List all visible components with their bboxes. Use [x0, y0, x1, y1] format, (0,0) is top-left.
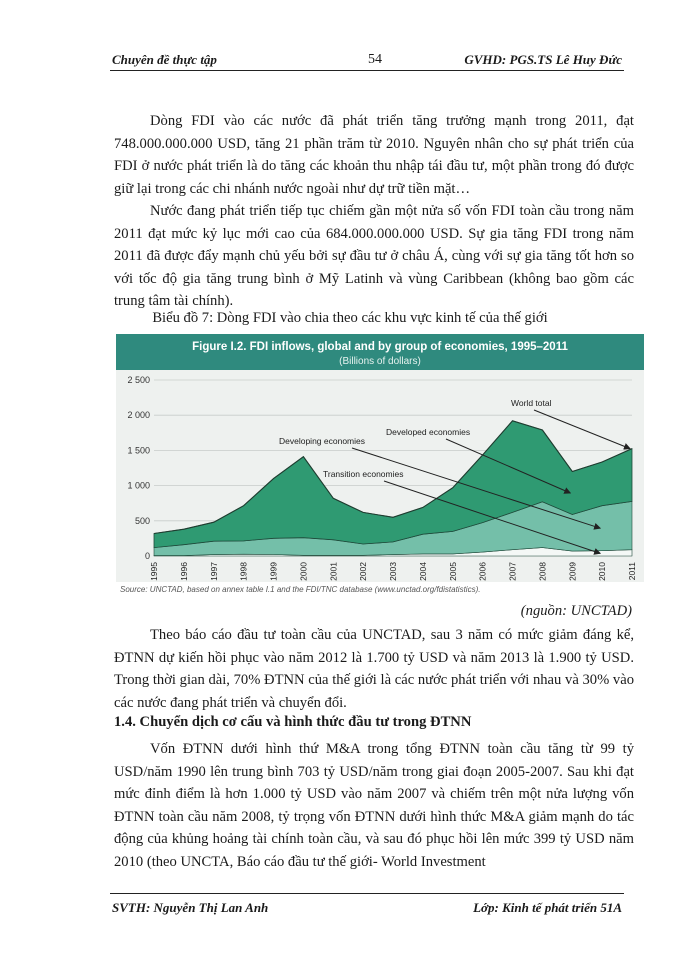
- header-page-number: 54: [368, 52, 382, 67]
- x-tick-label: 2003: [388, 562, 398, 581]
- header-doc-title: Chuyên đề thực tập: [112, 52, 217, 67]
- page-footer: [110, 893, 624, 916]
- x-tick-label: 1999: [268, 562, 279, 581]
- annotation-world-total: World total: [511, 398, 552, 408]
- y-tick-label: 2 500: [127, 375, 150, 385]
- y-tick-label: 0: [144, 551, 150, 561]
- footer-student: SVTH: Nguyễn Thị Lan Anh: [112, 900, 269, 915]
- x-tick-label: 2005: [447, 562, 458, 581]
- x-tick-label: 2004: [417, 562, 428, 581]
- paragraph-unctad-outlook: Theo báo cáo đầu tư toàn cầu của UNCTAD, sau 3 năm có mức giảm đáng kể, ĐTNN dự kiến hồi phục vào năm 2012 là 1.700 tỷ USD và năm 2013 là 1.900 tỷ USD. Trong thời gian dài, 70% ĐTNN của thế giới là các nước phát triển với nhau và 30% vào các nước đang phát triển và chuyển đổi.: [114, 627, 634, 711]
- annotation-developing-economies: Developing economies: [279, 436, 365, 446]
- page-header: [110, 50, 624, 71]
- paragraph-m-and-a: Vốn ĐTNN dưới hình thứ M&A trong tổng ĐTNN toàn cầu tăng từ 99 tỷ USD/năm 1990 lên trung bình 703 tỷ USD/năm trong giai đoạn 2005-2007. Sau khi đạt mức đỉnh điểm là hơn 1.000 tỷ USD vào năm 2007 và chiếm trên một nửa lượng vốn ĐTNN toàn cầu năm 2008, tỷ trọng vốn ĐTNN dưới hình thức M&A giảm mạnh do tác động của khủng hoảng tài chính toàn cầu, và sau đó phục hồi lên mức 399 tỷ USD năm 2010 (theo UNCTA, Báo cáo đầu tư thế giới- World Investment: [114, 741, 634, 870]
- y-tick-label: 500: [134, 515, 150, 526]
- x-tick-label: 1995: [149, 562, 159, 581]
- x-tick-label: 2011: [627, 562, 637, 581]
- x-tick-label: 2001: [328, 562, 339, 581]
- chart-title: Figure I.2. FDI inflows, global and by group of economies, 1995–2011: [192, 341, 568, 353]
- x-tick-label: 1996: [178, 562, 189, 581]
- x-tick-label: 2009: [567, 562, 578, 581]
- section-heading: 1.4. Chuyển dịch cơ cấu và hình thức đầu tư trong ĐTNN: [114, 714, 472, 730]
- annotation-transition-economies: Transition economies: [323, 469, 404, 479]
- paragraph-fdi-developing: Nước đang phát triển tiếp tục chiếm gần một nửa số vốn FDI toàn cầu trong năm 2011 đạt mức kỷ lục mới cao của 684.000.000.000 USD. Sự gia tăng FDI trong năm 2011 đã được đẩy mạnh chủ yếu bởi sự đầu tư ở châu Á, cùng với sự gia tăng tốt hơn so với tốc độ gia tăng trung bình ở Mỹ Latinh và vùng Caribbean (không bao gồm các trung tâm tài chính).: [114, 203, 634, 309]
- y-tick-label: 1 000: [127, 480, 150, 491]
- fdi-chart: [116, 334, 644, 596]
- x-tick-label: 2000: [298, 562, 309, 581]
- fdi-chart-svg: [116, 334, 644, 596]
- chart-caption: Biểu đồ 7: Dòng FDI vào chia theo các khu vực kinh tế của thế giới: [152, 310, 548, 326]
- x-tick-label: 2007: [507, 562, 518, 581]
- footer-class: Lớp: Kinh tế phát triển 51A: [473, 900, 622, 915]
- x-tick-label: 2002: [358, 562, 369, 581]
- x-tick-label: 2006: [477, 562, 488, 581]
- source-note: (nguồn: UNCTAD): [520, 603, 632, 619]
- x-tick-label: 1998: [238, 562, 249, 581]
- header-supervisor: GVHD: PGS.TS Lê Huy Đức: [464, 52, 622, 67]
- x-tick-label: 2008: [537, 562, 548, 581]
- annotation-developed-economies: Developed economies: [386, 427, 471, 437]
- x-tick-label: 2010: [597, 562, 608, 581]
- y-tick-label: 2 000: [127, 410, 150, 421]
- chart-subtitle: (Billions of dollars): [339, 356, 421, 367]
- y-tick-label: 1 500: [127, 445, 150, 456]
- paragraph-fdi-developed: Dòng FDI vào các nước đã phát triển tăng trưởng mạnh trong 2011, đạt 748.000.000.000 USD, tăng 21 phần trăm từ 2010. Nguyên nhân cho sự phát triển của FDI ở nước phát triển là do tăng các khoản thu nhập tái đầu tư, một phần trong đó được giữ lại trong các chi nhánh nước ngoài như dự trữ tiền mặt…: [114, 113, 634, 197]
- x-tick-label: 1997: [208, 562, 219, 581]
- chart-source: Source: UNCTAD, based on annex table I.1 and the FDI/TNC database (www.unctad.org/fdistatistics).: [120, 585, 481, 594]
